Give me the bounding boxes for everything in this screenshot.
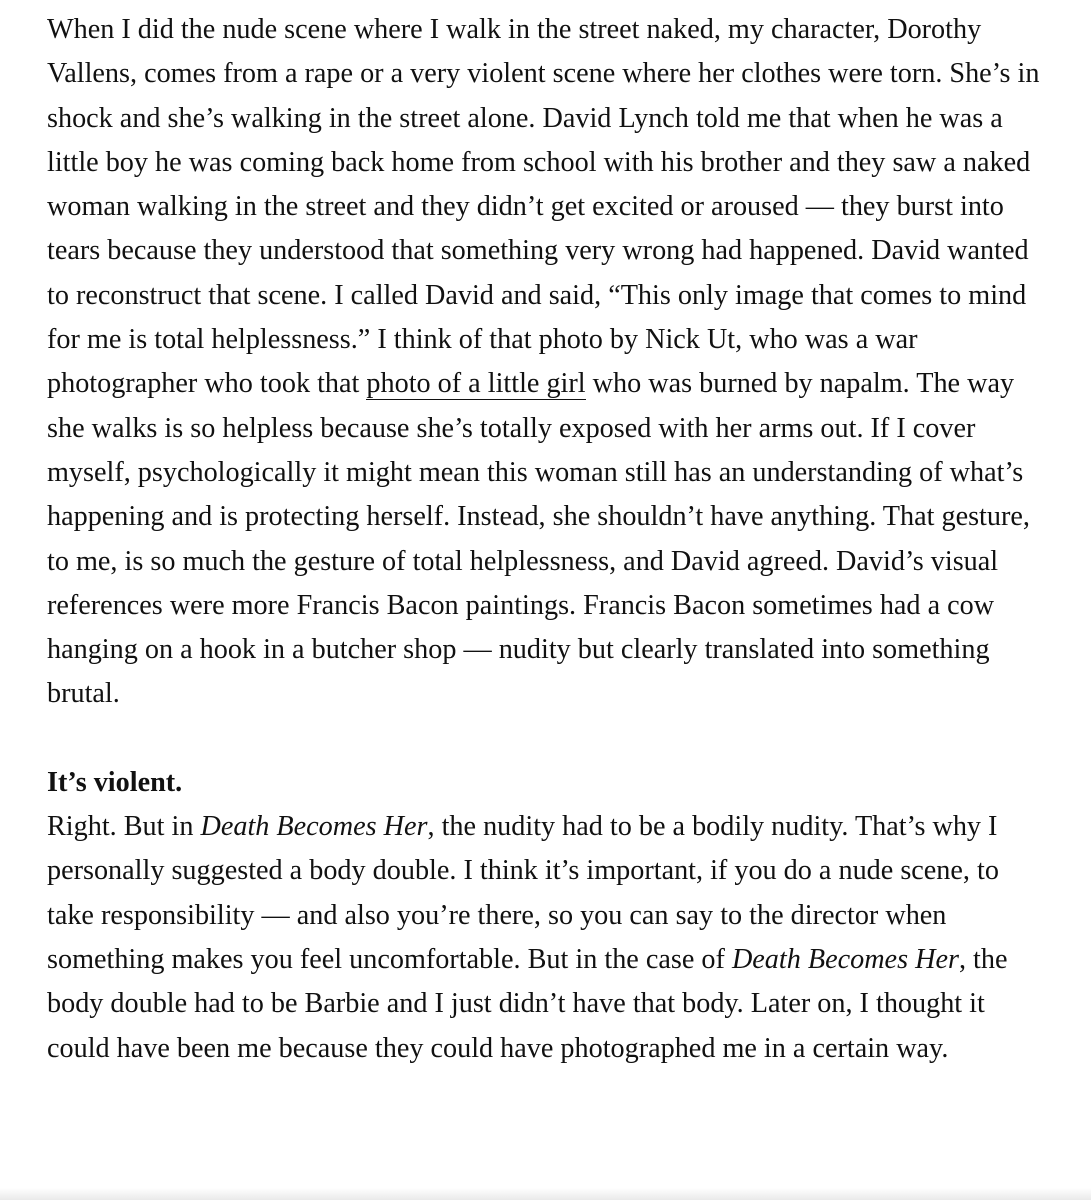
- article-paragraph: [47, 8, 1047, 717]
- paragraph-text: When I did the nude scene where I walk in the street naked, my character, Dorothy Vallens, comes from a rape or a very violent scene where her clothes were torn. She’s in shock and she’s walking in the street alone. David Lynch told me that when he was a little boy he was coming back home from school with his brother and they saw a naked woman walking in the street and they didn’t get excited or aroused — they burst into tears because they understood that something very wrong had happened. David wanted to reconstruct that scene. I called David and said, “This only image that comes to mind for me is total helplessness.” I think of that photo by Nick Ut, who was a war photographer who took that: [47, 14, 1040, 400]
- film-title: Death Becomes Her: [731, 943, 959, 975]
- film-title: Death Becomes Her: [200, 811, 428, 843]
- interview-question: It’s violent.: [47, 766, 183, 798]
- paragraph-text: who was burned by napalm. The way she walks is so helpless because she’s totally exposed with her arms out. If I cover myself, psychologically it might mean this woman still has an understanding of what’s happening and is protecting herself. Instead, she shouldn’t have anything. That gesture, to me, is so much the gesture of total helplessness, and David agreed. David’s visual references were more Francis Bacon paintings. Francis Bacon sometimes had a cow hanging on a hook in a butcher shop — nudity but clearly translated into something brutal.: [47, 368, 1030, 710]
- article-body: [47, 8, 1047, 1071]
- bottom-edge-shadow: [0, 1188, 1091, 1200]
- photo-link[interactable]: photo of a little girl: [366, 368, 586, 400]
- answer-text: , the nudity had to be a bodily nudity. That’s why I personally suggested a body double. I think it’s important, if you do a nude scene, to take responsibility — and also you’re there, so you can say to the director when something makes you feel uncomfortable. But in the case of: [47, 811, 999, 975]
- answer-text: Right. But in: [47, 811, 201, 843]
- interview-answer: [47, 805, 1047, 1071]
- answer-text: , the body double had to be Barbie and I just didn’t have that body. Later on, I thought it could have been me because they could have photographed me in a certain way.: [47, 943, 1008, 1064]
- paragraph-spacer: [47, 717, 1047, 761]
